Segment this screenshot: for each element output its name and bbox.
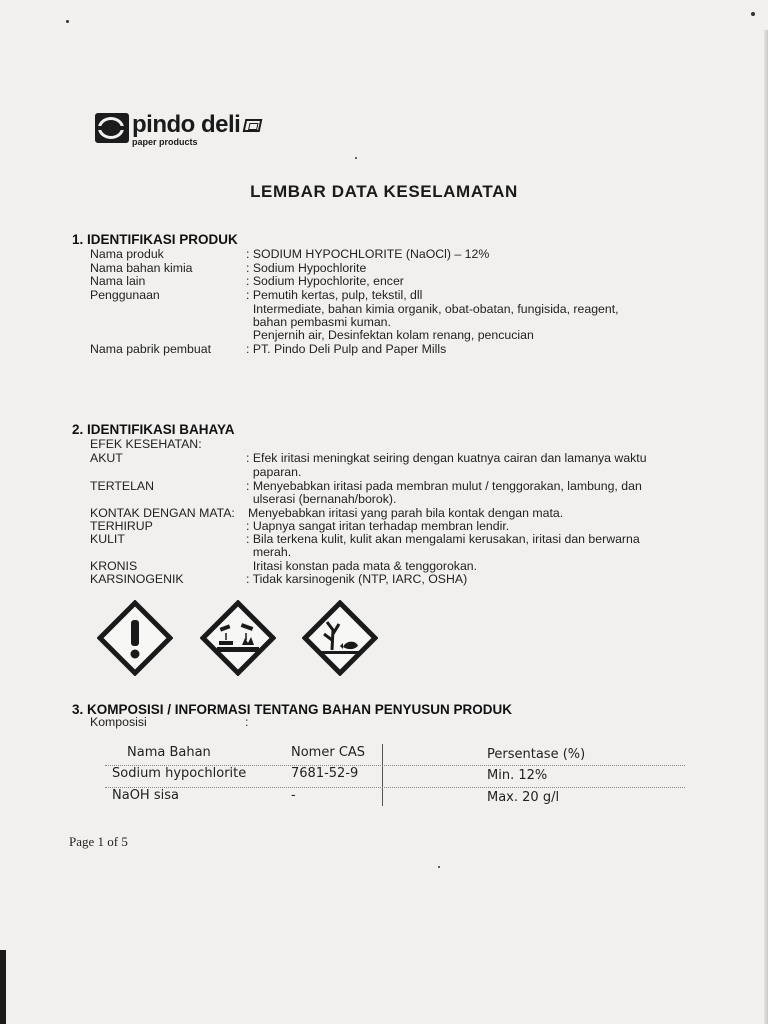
composition-colon: :	[245, 715, 249, 729]
field-value: ulserasi (bernanah/borok).	[246, 492, 397, 506]
cell-nomer-cas: -	[291, 788, 296, 803]
field-value: bahan pembasmi kuman.	[246, 315, 391, 329]
scan-edge-right	[764, 30, 768, 1024]
field-label: KRONIS	[90, 559, 138, 573]
field-value: : Tidak karsinogenik (NTP, IARC, OSHA)	[246, 572, 468, 586]
field-label: KONTAK DENGAN MATA:	[90, 506, 235, 520]
scan-speck	[66, 20, 69, 23]
field-value: Intermediate, bahan kimia organik, obat-obatan, fungisida, reagent,	[246, 302, 619, 316]
company-logo	[95, 113, 261, 147]
scan-speck	[438, 866, 440, 868]
table-rule	[105, 787, 685, 788]
scan-edge-left	[0, 950, 6, 1024]
field-value: : Uapnya sangat iritan terhadap membran lendir.	[246, 519, 510, 533]
section-1-heading: 1. IDENTIFIKASI PRODUK	[72, 232, 238, 247]
scan-speck	[355, 157, 357, 159]
field-label: AKUT	[90, 451, 123, 465]
field-value: : Efek iritasi meningkat seiring dengan kuatnya cairan dan lamanya waktu	[246, 451, 647, 465]
column-header-nama-bahan: Nama Bahan	[127, 745, 211, 760]
scan-speck	[751, 12, 755, 16]
exclamation-mark-icon	[97, 600, 173, 676]
field-label: Nama produk	[90, 247, 164, 261]
column-header-persentase: Persentase (%)	[487, 747, 586, 762]
document-title: LEMBAR DATA KESELAMATAN	[250, 182, 518, 201]
composition-label: Komposisi	[90, 715, 147, 729]
field-value: : Sodium Hypochlorite, encer	[246, 274, 404, 288]
cell-nama-bahan: Sodium hypochlorite	[112, 766, 247, 781]
field-value: Penjernih air, Desinfektan kolam renang, pencucian	[246, 328, 534, 342]
field-value: Menyebabkan iritasi yang parah bila kontak dengan mata.	[248, 506, 564, 520]
field-label: EFEK KESEHATAN:	[90, 437, 202, 451]
field-value: : Menyebabkan iritasi pada membran mulut / tenggorakan, lambung, dan	[246, 479, 642, 493]
logo-mark-icon	[95, 113, 129, 143]
field-label: Penggunaan	[90, 288, 160, 302]
field-value: : Bila terkena kulit, kulit akan mengalami kerusakan, iritasi dan berwarna	[246, 532, 640, 546]
column-header-nomer-cas: Nomer CAS	[291, 745, 366, 760]
page-number: Page 1 of 5	[69, 834, 128, 849]
field-label: KARSINOGENIK	[90, 572, 184, 586]
field-value: merah.	[246, 545, 292, 559]
field-value: : Pemutih kertas, pulp, tekstil, dll	[246, 288, 423, 302]
cell-nomer-cas: 7681-52-9	[291, 766, 359, 781]
field-label: Nama lain	[90, 274, 146, 288]
field-value: : Sodium Hypochlorite	[246, 261, 367, 275]
environment-hazard-icon	[302, 600, 378, 676]
field-label: TERTELAN	[90, 479, 155, 493]
field-label: TERHIRUP	[90, 519, 153, 533]
logo-subtitle: paper products	[132, 137, 198, 147]
field-label: Nama bahan kimia	[90, 261, 193, 275]
logo-name: pindo deli	[132, 111, 241, 138]
field-value: : SODIUM HYPOCHLORITE (NaOCl) – 12%	[246, 247, 490, 261]
table-divider	[382, 744, 383, 806]
cell-nama-bahan: NaOH sisa	[112, 788, 179, 803]
corrosive-icon	[200, 600, 276, 676]
section-2-heading: 2. IDENTIFIKASI BAHAYA	[72, 422, 235, 437]
logo-badge-icon	[243, 119, 263, 132]
field-value: : PT. Pindo Deli Pulp and Paper Mills	[246, 342, 447, 356]
cell-persentase: Min. 12%	[487, 768, 548, 783]
field-label: KULIT	[90, 532, 125, 546]
field-value: Iritasi konstan pada mata & tenggorokan.	[246, 559, 478, 573]
cell-persentase: Max. 20 g/l	[487, 790, 560, 805]
field-value: paparan.	[246, 465, 302, 479]
field-label: Nama pabrik pembuat	[90, 342, 211, 356]
section-3-heading: 3. KOMPOSISI / INFORMASI TENTANG BAHAN PENYUSUN PRODUK	[72, 702, 513, 717]
